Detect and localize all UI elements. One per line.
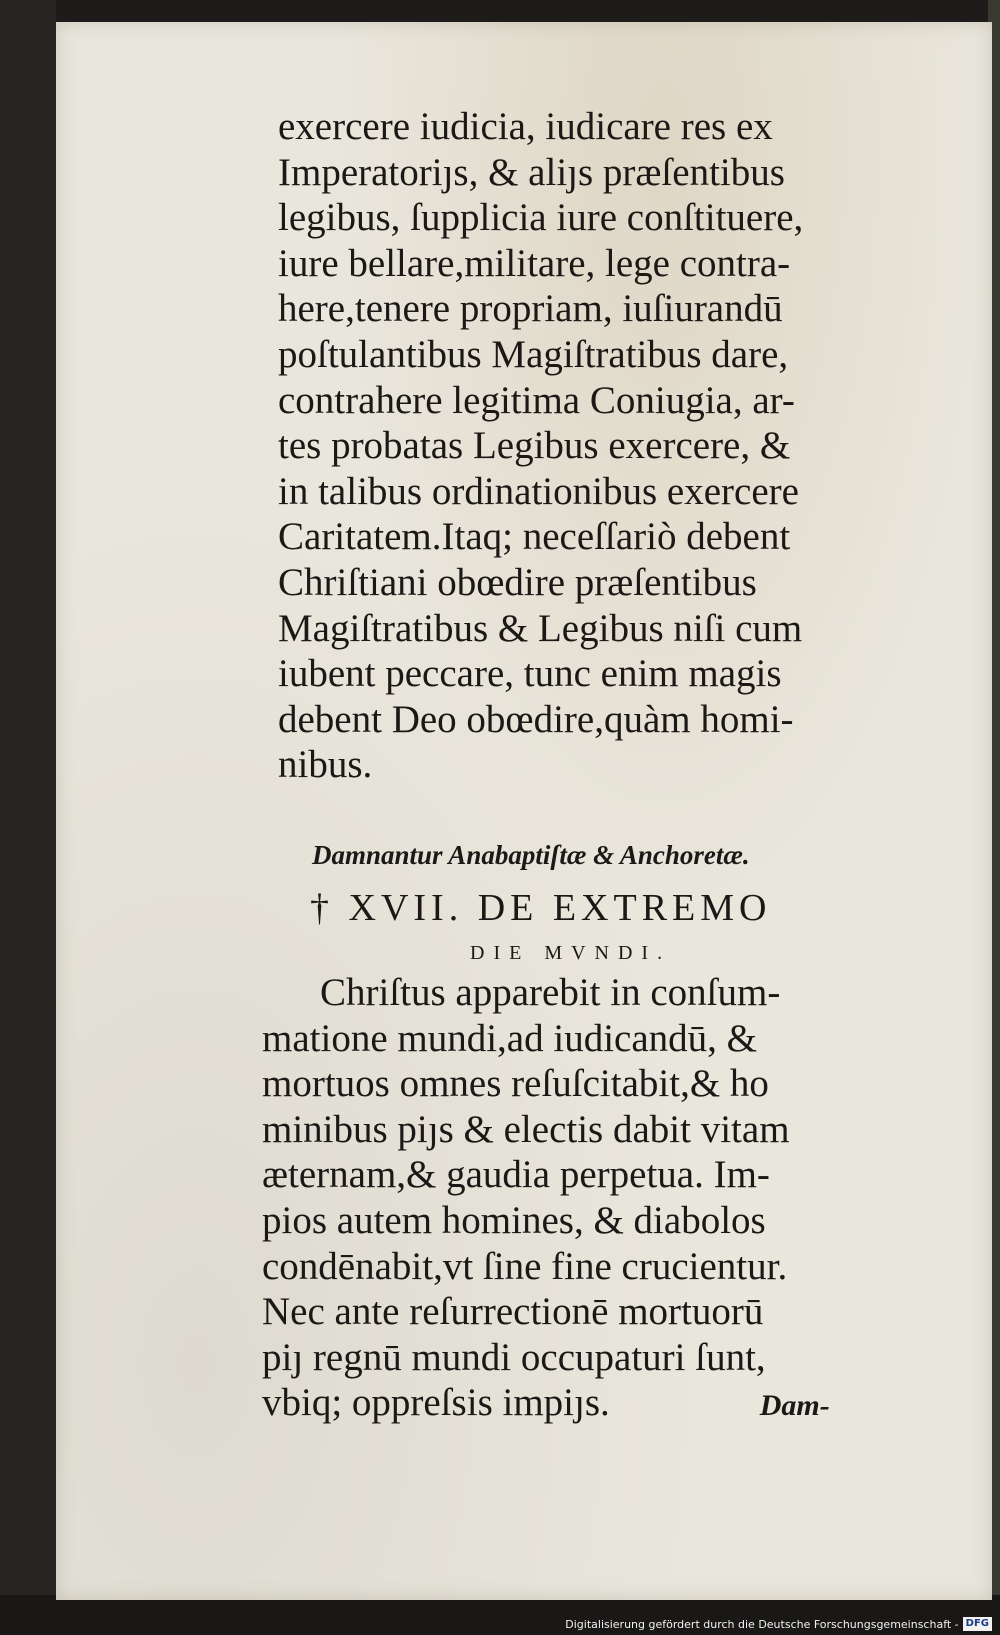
text-line: Caritatem.Itaq; neceſſariò debent [278,515,791,559]
rubric-damnantur: Damnantur Anabaptiſtæ & Anchoretæ. [312,840,750,870]
text-line: Nec ante reſurrectionē mortuorū [262,1290,764,1334]
scan-border-top [0,0,1000,22]
article-subheading: DIE MVNDI. [470,942,672,964]
footer-text: Digitalisierung gefördert durch die Deutsche Forschungsgemeinschaft - [565,1617,959,1631]
text-line: pios autem homines, & diabolos [262,1198,766,1242]
text-line: exercere iudicia, iudicare res ex [278,105,773,148]
text-line: in talibus ordinationibus exercere [278,469,799,513]
text-line: here,tenere propriam, iuſiurandū [278,287,783,331]
digitization-footer [565,1615,992,1633]
text-line-content: vbiq; oppreſsis impiȷs. [262,1381,610,1425]
text-line: minibus piȷs & electis dabit vitam [262,1107,790,1151]
text-line: iubent peccare, tunc enim magis [278,652,782,696]
text-line: iure bellare,militare, lege contra- [278,241,791,285]
text-line: Chriſtus apparebit in conſum- [320,971,781,1014]
text-line: matione mundi,ad iudicandū, & [262,1016,757,1060]
text-line: piȷ regnū mundi occupaturi ſunt, [262,1335,766,1379]
paragraph-magistrates [278,104,934,788]
text-line: poſtulantibus Magiſtratibus dare, [278,332,789,376]
paragraph-last-day [262,970,934,1429]
scan-border-left [0,0,56,1635]
text-line: Magiſtratibus & Legibus niſi cum [278,606,803,650]
article-heading: † XVII. DE EXTREMO [310,887,772,929]
text-line: legibus, ſupplicia iure conſtituere, [278,196,804,240]
text-line: condēnabit,vt ſine fine crucientur. [262,1244,788,1288]
text-line: mortuos omnes reſuſcitabit,& ho [262,1062,769,1106]
text-line: debent Deo obœdire,quàm homi- [278,697,794,741]
catchword: Dam- [759,1389,830,1423]
text-line: Imperatoriȷs, & aliȷs præſentibus [278,150,785,194]
text-line: tes probatas Legibus exercere, & [278,424,791,468]
text-line: Chriſtiani obœdire præſentibus [278,560,757,604]
text-line: æternam,& gaudia perpetua. Im- [262,1153,770,1197]
dfg-logo: DFG [963,1617,992,1631]
text-line-with-catchword [262,1380,934,1429]
text-line: nibus. [278,743,373,787]
text-line: contrahere legitima Coniugia, ar- [278,378,795,422]
